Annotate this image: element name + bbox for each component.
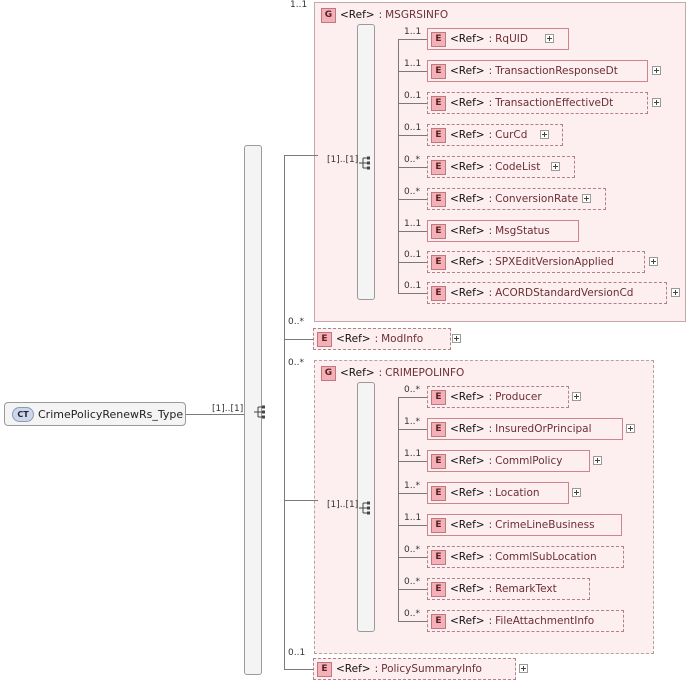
element-separator: : xyxy=(488,583,493,595)
element-badge-icon: E xyxy=(431,224,446,239)
element-name-conversionrate: ConversionRate xyxy=(495,193,579,205)
cardinality-remarktext: 0..* xyxy=(404,577,420,587)
group-node-crimepolinfo[interactable] xyxy=(318,362,533,384)
element-name-msgstatus: MsgStatus xyxy=(495,225,550,237)
connector-root-to-policysummaryinfo xyxy=(284,669,313,670)
element-badge-icon: E xyxy=(431,286,446,301)
element-ref-label: <Ref> xyxy=(450,129,485,141)
connector-stub xyxy=(398,231,427,232)
element-separator: : xyxy=(488,129,493,141)
cardinality-producer: 0..* xyxy=(404,385,420,395)
cardinality-crimepolinfo: 0..* xyxy=(288,358,304,368)
element-node-insuredorprincipal[interactable] xyxy=(427,418,623,440)
element-badge-icon: E xyxy=(431,422,446,437)
element-name-crimelinebusiness: CrimeLineBusiness xyxy=(495,519,595,531)
element-badge-icon: E xyxy=(317,662,332,677)
cardinality-insuredorprincipal: 1..* xyxy=(404,417,420,427)
element-badge-icon: E xyxy=(431,255,446,270)
element-separator: : xyxy=(488,225,493,237)
cardinality-crimepolinfo-inner: [1]..[1] xyxy=(327,500,359,510)
cardinality-crimelinebusiness: 1..1 xyxy=(404,513,422,523)
group-separator: : xyxy=(378,9,383,21)
element-ref-label: <Ref> xyxy=(450,583,485,595)
connector-stub xyxy=(398,293,427,294)
element-separator: : xyxy=(488,97,493,109)
element-separator: : xyxy=(488,193,493,205)
element-name-transactioneffectivedt: TransactionEffectiveDt xyxy=(495,97,614,109)
cardinality-root: [1]..[1] xyxy=(212,404,244,414)
group-name-msgrsinfo: MSGRSINFO xyxy=(385,9,449,21)
connector-stub xyxy=(398,557,427,558)
element-node-policysummaryinfo[interactable] xyxy=(313,658,516,680)
group-node-msgrsinfo[interactable] xyxy=(318,4,518,26)
connector-stub xyxy=(398,103,427,104)
expand-icon[interactable] xyxy=(593,456,602,465)
connector-vertical-group2 xyxy=(398,397,399,621)
cardinality-codelist: 0..* xyxy=(404,155,420,165)
element-separator: : xyxy=(374,663,379,675)
element-ref-label: <Ref> xyxy=(450,33,485,45)
element-node-location[interactable] xyxy=(427,482,569,504)
element-name-transactionresponsedt: TransactionResponseDt xyxy=(495,65,618,77)
expand-icon[interactable] xyxy=(652,98,661,107)
element-badge-icon: E xyxy=(431,160,446,175)
expand-icon[interactable] xyxy=(572,488,581,497)
element-node-acordstandardversioncd[interactable] xyxy=(427,282,667,304)
element-badge-icon: E xyxy=(431,64,446,79)
element-name-codelist: CodeList xyxy=(495,161,541,173)
connector-stub xyxy=(398,167,427,168)
element-badge-icon: E xyxy=(431,32,446,47)
group-name-crimepolinfo: CRIMEPOLINFO xyxy=(385,367,465,379)
connector-stub xyxy=(398,621,427,622)
element-node-transactionresponsedt[interactable] xyxy=(427,60,648,82)
element-node-msgstatus[interactable] xyxy=(427,220,579,242)
cardinality-transactioneffectivedt: 0..1 xyxy=(404,91,422,101)
element-node-spxeditversionapplied[interactable] xyxy=(427,251,645,273)
element-node-commlsublocation[interactable] xyxy=(427,546,624,568)
connector-root-to-crimepolinfo xyxy=(284,500,318,501)
element-separator: : xyxy=(488,161,493,173)
element-node-remarktext[interactable] xyxy=(427,578,590,600)
element-separator: : xyxy=(488,455,493,467)
expand-icon[interactable] xyxy=(540,130,549,139)
connector-stub xyxy=(398,493,427,494)
expand-icon[interactable] xyxy=(551,162,560,171)
cardinality-fileattachmentinfo: 0..* xyxy=(404,609,420,619)
element-badge-icon: E xyxy=(431,192,446,207)
group-ref-label: <Ref> xyxy=(340,367,375,379)
root-type-box[interactable] xyxy=(4,402,186,426)
element-badge-icon: E xyxy=(431,614,446,629)
element-ref-label: <Ref> xyxy=(450,455,485,467)
element-ref-label: <Ref> xyxy=(450,391,485,403)
element-node-crimelinebusiness[interactable] xyxy=(427,514,622,536)
sequence-icon xyxy=(358,500,374,516)
connector-root-to-modinfo xyxy=(284,339,313,340)
connector-root-to-msgrsinfo xyxy=(284,155,318,156)
cardinality-transactionresponsedt: 1..1 xyxy=(404,59,422,69)
element-name-curcd: CurCd xyxy=(495,129,528,141)
element-ref-label: <Ref> xyxy=(450,65,485,77)
element-ref-label: <Ref> xyxy=(450,256,485,268)
element-name-location: Location xyxy=(495,487,540,499)
complextype-badge-icon: CT xyxy=(12,407,34,422)
connector-stub xyxy=(398,397,427,398)
element-name-rquid: RqUID xyxy=(495,33,528,45)
element-name-commlsublocation: CommlSubLocation xyxy=(495,551,597,563)
expand-icon[interactable] xyxy=(652,66,661,75)
element-ref-label: <Ref> xyxy=(450,487,485,499)
element-name-remarktext: RemarkText xyxy=(495,583,557,595)
cardinality-acordstandardversioncd: 0..1 xyxy=(404,281,422,291)
group-badge-icon: G xyxy=(321,366,336,381)
element-ref-label: <Ref> xyxy=(450,97,485,109)
cardinality-curcd: 0..1 xyxy=(404,123,422,133)
cardinality-commlpolicy: 1..1 xyxy=(404,449,422,459)
element-separator: : xyxy=(488,256,493,268)
cardinality-policysummaryinfo: 0..1 xyxy=(288,648,306,658)
element-node-modinfo[interactable] xyxy=(313,328,451,350)
element-separator: : xyxy=(488,615,493,627)
element-ref-label: <Ref> xyxy=(450,161,485,173)
expand-icon[interactable] xyxy=(671,288,680,297)
element-separator: : xyxy=(488,33,493,45)
element-ref-label: <Ref> xyxy=(336,333,371,345)
element-badge-icon: E xyxy=(431,128,446,143)
element-badge-icon: E xyxy=(431,454,446,469)
element-separator: : xyxy=(488,65,493,77)
element-name-commlpolicy: CommlPolicy xyxy=(495,455,563,467)
cardinality-msgrsinfo-inner: [1]..[1] xyxy=(327,155,359,165)
connector-stub xyxy=(398,39,427,40)
expand-icon[interactable] xyxy=(582,194,591,203)
connector-stub xyxy=(398,71,427,72)
group-separator: : xyxy=(378,367,383,379)
cardinality-rquid: 1..1 xyxy=(404,27,422,37)
element-ref-label: <Ref> xyxy=(450,615,485,627)
connector-stub xyxy=(398,199,427,200)
element-badge-icon: E xyxy=(431,390,446,405)
connector-vertical-group1 xyxy=(398,39,399,293)
connector-stub xyxy=(398,589,427,590)
element-ref-label: <Ref> xyxy=(336,663,371,675)
element-separator: : xyxy=(488,391,493,403)
cardinality-commlsublocation: 0..* xyxy=(404,545,420,555)
group-badge-icon: G xyxy=(321,8,336,23)
sequence-icon xyxy=(358,155,374,171)
element-name-policysummaryinfo: PolicySummaryInfo xyxy=(381,663,482,675)
element-badge-icon: E xyxy=(431,96,446,111)
element-separator: : xyxy=(488,287,493,299)
element-ref-label: <Ref> xyxy=(450,423,485,435)
element-badge-icon: E xyxy=(431,550,446,565)
element-badge-icon: E xyxy=(431,518,446,533)
element-ref-label: <Ref> xyxy=(450,519,485,531)
page-title: CrimePolicyRenewRs_Type xyxy=(38,407,184,421)
element-separator: : xyxy=(488,487,493,499)
element-name-fileattachmentinfo: FileAttachmentInfo xyxy=(495,615,595,627)
cardinality-msgrsinfo: 1..1 xyxy=(290,0,308,10)
element-badge-icon: E xyxy=(431,486,446,501)
expand-icon[interactable] xyxy=(649,257,658,266)
cardinality-location: 1..* xyxy=(404,481,420,491)
element-badge-icon: E xyxy=(317,332,332,347)
element-separator: : xyxy=(488,519,493,531)
element-name-producer: Producer xyxy=(495,391,542,403)
element-ref-label: <Ref> xyxy=(450,193,485,205)
connector-stub xyxy=(398,135,427,136)
element-ref-label: <Ref> xyxy=(450,287,485,299)
element-separator: : xyxy=(374,333,379,345)
element-name-insuredorprincipal: InsuredOrPrincipal xyxy=(495,423,592,435)
element-badge-icon: E xyxy=(431,582,446,597)
expand-icon[interactable] xyxy=(572,392,581,401)
element-ref-label: <Ref> xyxy=(450,225,485,237)
expand-icon[interactable] xyxy=(519,664,528,673)
element-node-fileattachmentinfo[interactable] xyxy=(427,610,624,632)
element-ref-label: <Ref> xyxy=(450,551,485,563)
element-separator: : xyxy=(488,551,493,563)
connector-stub xyxy=(398,429,427,430)
cardinality-conversionrate: 0..* xyxy=(404,187,420,197)
cardinality-spxeditversionapplied: 0..1 xyxy=(404,250,422,260)
expand-icon[interactable] xyxy=(452,334,461,343)
sequence-icon xyxy=(253,404,269,420)
expand-icon[interactable] xyxy=(545,34,554,43)
group-ref-label: <Ref> xyxy=(340,9,375,21)
cardinality-msgstatus: 1..1 xyxy=(404,219,422,229)
element-separator: : xyxy=(488,423,493,435)
element-node-conversionrate[interactable] xyxy=(427,188,606,210)
element-node-producer[interactable] xyxy=(427,386,569,408)
connector-root-line xyxy=(186,414,244,415)
cardinality-modinfo: 0..* xyxy=(288,317,304,327)
connector-stub xyxy=(398,461,427,462)
element-node-transactioneffectivedt[interactable] xyxy=(427,92,648,114)
expand-icon[interactable] xyxy=(626,424,635,433)
element-name-spxeditversionapplied: SPXEditVersionApplied xyxy=(495,256,614,268)
connector-vertical-root xyxy=(284,155,285,669)
connector-stub xyxy=(398,262,427,263)
element-name-acordstandardversioncd: ACORDStandardVersionCd xyxy=(495,287,634,299)
connector-stub xyxy=(398,525,427,526)
element-node-commlpolicy[interactable] xyxy=(427,450,590,472)
element-name-modinfo: ModInfo xyxy=(381,333,424,345)
